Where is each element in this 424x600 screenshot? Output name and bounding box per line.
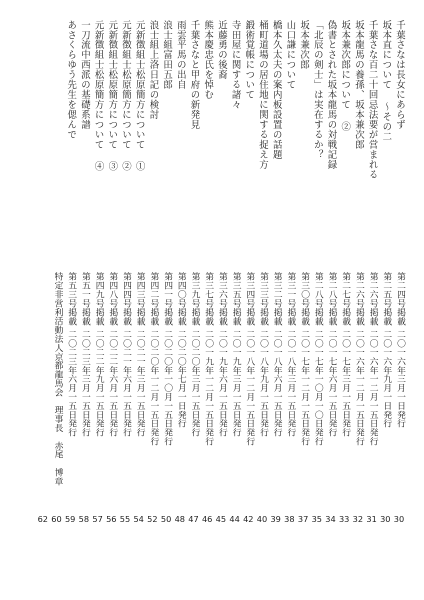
entry-page-number: 39 <box>270 514 281 524</box>
toc-entry <box>93 0 104 600</box>
entry-page-number: 44 <box>229 514 240 524</box>
entry-page-number: 58 <box>78 514 90 524</box>
entry-page-number: 45 <box>215 514 227 524</box>
entry-issue: 第三二号掲載 <box>271 272 282 326</box>
entry-publication-date: 二〇二〇年三月一五日発行 <box>189 330 200 437</box>
toc-entry <box>147 0 158 600</box>
entry-page-number: 56 <box>106 514 117 524</box>
toc-entry <box>298 0 309 600</box>
toc-entry <box>38 0 49 600</box>
toc-entry <box>353 0 364 600</box>
entry-title: 熊本慶忠氏を悼む <box>202 20 214 100</box>
toc-entry <box>216 0 227 600</box>
toc-entry <box>189 0 200 600</box>
entry-title: 坂本兼次郎について ② <box>339 20 351 132</box>
entry-issue: 第三四号掲載 <box>244 272 255 326</box>
toc-entry <box>257 0 268 600</box>
entry-page-number: 30 <box>380 514 391 524</box>
entry-issue: 第四四号掲載 <box>121 272 131 326</box>
entry-publication-date: 二〇一六年一二月一五日発行 <box>353 330 364 446</box>
entry-publication-date: 二〇一七年一二月一五日発行 <box>299 330 310 446</box>
toc-entry <box>106 0 117 600</box>
entry-issue: 第四八号掲載 <box>107 272 118 326</box>
entry-issue: 第二四号掲載 <box>395 272 405 326</box>
entry-issue: 第二六号掲載 <box>353 272 364 326</box>
entry-issue: 第三五号掲載 <box>230 272 241 326</box>
entry-issue: 第二七号掲載 <box>340 272 351 326</box>
entry-title: 坂本龍馬の養孫、坂本兼次郎 <box>352 20 364 150</box>
entry-publication-date: 二〇一八年一二月一五日発行 <box>244 330 255 446</box>
final-page-number: 62 <box>37 514 48 524</box>
toc-entry <box>175 0 186 600</box>
toc-entry <box>312 0 323 600</box>
toc-entry <box>120 0 131 600</box>
toc-entry <box>380 0 391 600</box>
entry-page-number: 50 <box>160 514 172 524</box>
entry-publication-date: 二〇二二年九月一五日発行 <box>93 330 104 437</box>
entry-publication-date: 二〇一七年六月一五日発行 <box>326 330 337 437</box>
entry-page-number: 40 <box>256 514 268 524</box>
entry-publication-date: 二〇二三年三月一五日発行 <box>79 330 90 437</box>
entry-title: 一刀流中西派の基礎系譜 <box>78 20 90 130</box>
entry-publication-date: 二〇一七年三月一五日発行 <box>340 330 351 437</box>
entry-issue: 第二六号掲載 <box>367 272 378 326</box>
toc-entry <box>230 0 241 600</box>
entry-title: 鍛術覚帳について <box>243 20 255 100</box>
entry-publication-date: 二〇一九年六月一五日発行 <box>216 330 227 437</box>
entry-page-number: 54 <box>133 514 144 524</box>
entry-title: 寺田屋に関する諸々 <box>229 20 241 110</box>
entry-title: 桶町道場の居住地に関する捉え方 <box>257 20 268 170</box>
entry-page-number: 59 <box>64 514 76 524</box>
entry-publication-date: 二〇一八年六月一五日発行 <box>271 330 282 437</box>
entry-issue: 第三三号掲載 <box>258 272 268 326</box>
entry-page-number: 52 <box>147 514 158 524</box>
entry-issue: 第二八号掲載 <box>326 272 337 326</box>
entry-publication-date: 二〇二〇年七月一日発行 <box>175 330 186 428</box>
toc-entry <box>367 0 378 600</box>
entry-publication-date: 二〇二一年六月一五日発行 <box>121 330 131 437</box>
toc-entry <box>271 0 282 600</box>
entry-title: 山口謙について <box>284 20 296 90</box>
entry-title: 千葉さな百二十回忌法要が営まれる <box>366 20 378 180</box>
entry-title: 坂本直について ～その二 <box>380 20 392 142</box>
entry-issue: 第三〇号掲載 <box>299 272 310 326</box>
entry-issue: 第四一号掲載 <box>162 272 173 326</box>
entry-publication-date: 二〇一七年一〇月一〇日発行 <box>312 330 323 446</box>
entry-issue: 第四〇号掲載 <box>175 272 186 326</box>
entry-issue: 第四三号掲載 <box>134 272 145 326</box>
entry-page-number: 35 <box>311 514 322 524</box>
entry-issue: 第二八号掲載 <box>312 272 323 326</box>
publisher-text: 特定非営利活動法人京都龍馬会 理事長 赤尾 博章 <box>52 272 63 486</box>
entry-title: 浪士組富田五郎 <box>161 20 173 90</box>
publisher-column <box>52 0 63 600</box>
toc-entry <box>394 0 405 600</box>
entry-page-number: 47 <box>188 514 199 524</box>
entry-title: 「北辰の剣士」は実在するか？ <box>311 20 323 160</box>
entry-publication-date: 二〇一八年九月一五日発行 <box>258 330 268 437</box>
entry-publication-date: 二〇二〇年一二月一五日発行 <box>148 330 159 446</box>
entry-page-number: 37 <box>297 514 309 524</box>
toc-entry <box>339 0 350 600</box>
entry-page-number: 48 <box>174 514 185 524</box>
entry-issue: 第三一号掲載 <box>285 272 296 326</box>
entry-issue: 第五三号掲載 <box>66 272 77 326</box>
entry-issue: 第三九号掲載 <box>189 272 200 326</box>
entry-page-number: 38 <box>284 514 295 524</box>
entry-publication-date: 二〇一六年一二月一五日発行 <box>367 330 378 446</box>
entry-issue: 第三六号掲載 <box>216 272 227 326</box>
entry-publication-date: 二〇一九年一二月一五日発行 <box>203 330 214 446</box>
entry-issue: 第二五号掲載 <box>381 272 392 326</box>
entry-page-number: 33 <box>338 514 350 524</box>
entry-title: 雨雲平馬の出自 <box>174 20 186 90</box>
entry-title: あさくらゆう先生を偲んで <box>65 20 77 140</box>
toc-entry <box>326 0 337 600</box>
entry-publication-date: 二〇一八年三月一五日発行 <box>285 330 296 437</box>
entry-title: 坂本兼次郎 <box>298 20 310 70</box>
toc-entry <box>284 0 295 600</box>
toc-entry <box>202 0 213 600</box>
entry-publication-date: 二〇二二年六月一五日発行 <box>107 330 118 437</box>
entry-publication-date: 二〇二〇年一〇月一五日発行 <box>162 330 173 446</box>
publisher-page-number: 60 <box>51 514 62 524</box>
toc-entry <box>243 0 254 600</box>
entry-title: 橋本久太夫の案内板設置の話題 <box>270 20 282 160</box>
entry-title: 千葉さなと甲府の新発見 <box>188 20 200 130</box>
entry-page-number: 57 <box>92 514 103 524</box>
entry-title: 偽書とされた坂本龍馬の対戦記録 <box>325 20 337 170</box>
entry-page-number: 55 <box>119 514 131 524</box>
entry-publication-date: 二〇一六年九月一日発行 <box>381 330 392 428</box>
entry-publication-date: 二〇一九年三月一五日発行 <box>230 330 241 437</box>
entry-page-number: 30 <box>393 514 405 524</box>
entry-publication-date: 二〇二一年三月一五日発行 <box>134 330 145 437</box>
entry-issue: 第五一号掲載 <box>79 272 90 326</box>
entry-title: 元新徴組士松原簡方について ④ <box>92 20 104 172</box>
entry-page-number: 46 <box>201 514 213 524</box>
entry-title: 元新徴組士松原簡方について ② <box>120 20 131 172</box>
toc-entry <box>134 0 145 600</box>
entry-issue: 第四二号掲載 <box>148 272 159 326</box>
entry-title: 千葉さなは長女にあらず <box>394 20 405 130</box>
entry-page-number: 42 <box>243 514 254 524</box>
entry-page-number: 34 <box>325 514 336 524</box>
entry-title: 元新徴組士松原簡方について ③ <box>106 20 118 172</box>
toc-entry <box>79 0 90 600</box>
entry-page-number: 32 <box>352 514 364 524</box>
toc-entry <box>65 0 76 600</box>
entry-page-number: 31 <box>366 514 377 524</box>
toc-entry <box>161 0 172 600</box>
entry-publication-date: 二〇一六年三月一日発行 <box>395 330 405 428</box>
entry-title: 近藤勇の後裔 <box>215 20 227 80</box>
entry-publication-date: 二〇二三年六月一五日発行 <box>66 330 77 437</box>
entry-issue: 第三七号掲載 <box>203 272 214 326</box>
entry-title: 元新徴組士松原簡方について ① <box>133 20 145 172</box>
entry-issue: 第四九号掲載 <box>93 272 104 326</box>
entry-title: 浪士組上洛日記の検討 <box>147 20 159 120</box>
